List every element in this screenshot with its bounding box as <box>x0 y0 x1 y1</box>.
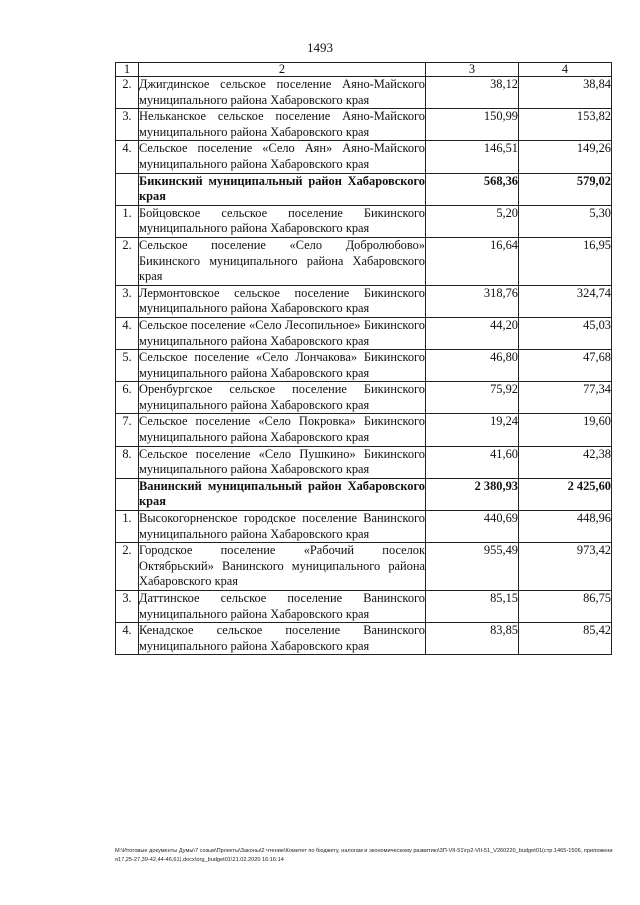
header-cell-2: 2 <box>139 63 426 77</box>
row-number <box>116 173 139 205</box>
settlement-name: Даттинское сельское поселение Ванинского муниципального района Хабаровского края <box>139 591 426 623</box>
header-cell-4: 4 <box>519 63 612 77</box>
settlement-name: Сельское поселение «Село Пушкино» Бикинского муниципального района Хабаровского края <box>139 446 426 478</box>
table-body <box>116 63 612 655</box>
settlement-name: Оренбургское сельское поселение Бикинского муниципального района Хабаровского края <box>139 382 426 414</box>
value-column-3: 2 380,93 <box>426 478 519 510</box>
settlement-name: Сельское поселение «Село Лончакова» Бикинского муниципального района Хабаровского края <box>139 350 426 382</box>
table-row <box>116 414 612 446</box>
value-column-4: 85,42 <box>519 623 612 655</box>
value-column-4: 149,26 <box>519 141 612 173</box>
value-column-4: 77,34 <box>519 382 612 414</box>
table-row <box>116 623 612 655</box>
settlement-name: Джигдинское сельское поселение Аяно-Майского муниципального района Хабаровского края <box>139 77 426 109</box>
value-column-3: 568,36 <box>426 173 519 205</box>
page-number: 1493 <box>307 40 333 55</box>
value-column-3: 41,60 <box>426 446 519 478</box>
value-column-4: 86,75 <box>519 591 612 623</box>
document-path-footer: M:\Итоговые документы Думы\7 созыв\Проекты\Законы\2 чтение\Комитет по бюджету, налогам и экономическому развитию\3П-VII-51\гр2-VII-51_V260220_budget01(стр.1465-1506, приложения17,25-27,39-42,44-46,61).docx\org_budget01\21.02.2020 16:16:14 <box>115 848 613 863</box>
value-column-3: 16,64 <box>426 237 519 285</box>
settlement-name: Сельское поселение «Село Покровка» Бикинского муниципального района Хабаровского края <box>139 414 426 446</box>
row-number: 7. <box>116 414 139 446</box>
value-column-4: 2 425,60 <box>519 478 612 510</box>
value-column-4: 42,38 <box>519 446 612 478</box>
settlement-name: Нельканское сельское поселение Аяно-Майского муниципального района Хабаровского края <box>139 109 426 141</box>
value-column-4: 973,42 <box>519 543 612 591</box>
row-number <box>116 478 139 510</box>
value-column-3: 44,20 <box>426 317 519 349</box>
value-column-4: 324,74 <box>519 285 612 317</box>
value-column-3: 318,76 <box>426 285 519 317</box>
value-column-3: 85,15 <box>426 591 519 623</box>
row-number: 3. <box>116 109 139 141</box>
table-row <box>116 591 612 623</box>
table-row <box>116 237 612 285</box>
value-column-3: 19,24 <box>426 414 519 446</box>
settlement-name: Сельское поселение «Село Добролюбово» Бикинского муниципального района Хабаровского края <box>139 237 426 285</box>
table-row <box>116 511 612 543</box>
table-row <box>116 382 612 414</box>
table-row <box>116 350 612 382</box>
value-column-4: 153,82 <box>519 109 612 141</box>
value-column-4: 47,68 <box>519 350 612 382</box>
value-column-4: 579,02 <box>519 173 612 205</box>
value-column-4: 16,95 <box>519 237 612 285</box>
table-row <box>116 285 612 317</box>
district-row <box>116 478 612 510</box>
value-column-3: 46,80 <box>426 350 519 382</box>
value-column-3: 5,20 <box>426 205 519 237</box>
row-number: 1. <box>116 205 139 237</box>
value-column-4: 45,03 <box>519 317 612 349</box>
settlement-name: Сельское поселение «Село Аян» Аяно-Майского муниципального района Хабаровского края <box>139 141 426 173</box>
value-column-3: 955,49 <box>426 543 519 591</box>
row-number: 8. <box>116 446 139 478</box>
settlement-name: Лермонтовское сельское поселение Бикинского муниципального района Хабаровского края <box>139 285 426 317</box>
row-number: 4. <box>116 141 139 173</box>
row-number: 3. <box>116 591 139 623</box>
table-row <box>116 77 612 109</box>
table-row <box>116 446 612 478</box>
header-cell-1: 1 <box>116 63 139 77</box>
settlement-name: Бойцовское сельское поселение Бикинского муниципального района Хабаровского края <box>139 205 426 237</box>
table-row <box>116 317 612 349</box>
value-column-3: 75,92 <box>426 382 519 414</box>
header-cell-3: 3 <box>426 63 519 77</box>
settlement-name: Сельское поселение «Село Лесопильное» Бикинского муниципального района Хабаровского края <box>139 317 426 349</box>
value-column-3: 83,85 <box>426 623 519 655</box>
row-number: 2. <box>116 543 139 591</box>
table-row <box>116 543 612 591</box>
value-column-4: 5,30 <box>519 205 612 237</box>
table-header-row <box>116 63 612 77</box>
row-number: 5. <box>116 350 139 382</box>
district-row <box>116 173 612 205</box>
row-number: 4. <box>116 317 139 349</box>
table-row <box>116 205 612 237</box>
row-number: 6. <box>116 382 139 414</box>
settlement-name: Ванинский муниципальный район Хабаровского края <box>139 478 426 510</box>
settlement-name: Бикинский муниципальный район Хабаровского края <box>139 173 426 205</box>
table-row <box>116 109 612 141</box>
budget-table <box>115 62 612 655</box>
value-column-4: 38,84 <box>519 77 612 109</box>
settlement-name: Кенадское сельское поселение Ванинского муниципального района Хабаровского края <box>139 623 426 655</box>
row-number: 4. <box>116 623 139 655</box>
value-column-4: 448,96 <box>519 511 612 543</box>
value-column-3: 146,51 <box>426 141 519 173</box>
row-number: 1. <box>116 511 139 543</box>
settlement-name: Высокогорненское городское поселение Ванинского муниципального района Хабаровского края <box>139 511 426 543</box>
row-number: 2. <box>116 77 139 109</box>
row-number: 3. <box>116 285 139 317</box>
value-column-3: 38,12 <box>426 77 519 109</box>
row-number: 2. <box>116 237 139 285</box>
settlement-name: Городское поселение «Рабочий поселок Октябрьский» Ванинского муниципального района Хабаровского края <box>139 543 426 591</box>
value-column-3: 150,99 <box>426 109 519 141</box>
value-column-4: 19,60 <box>519 414 612 446</box>
table-row <box>116 141 612 173</box>
value-column-3: 440,69 <box>426 511 519 543</box>
